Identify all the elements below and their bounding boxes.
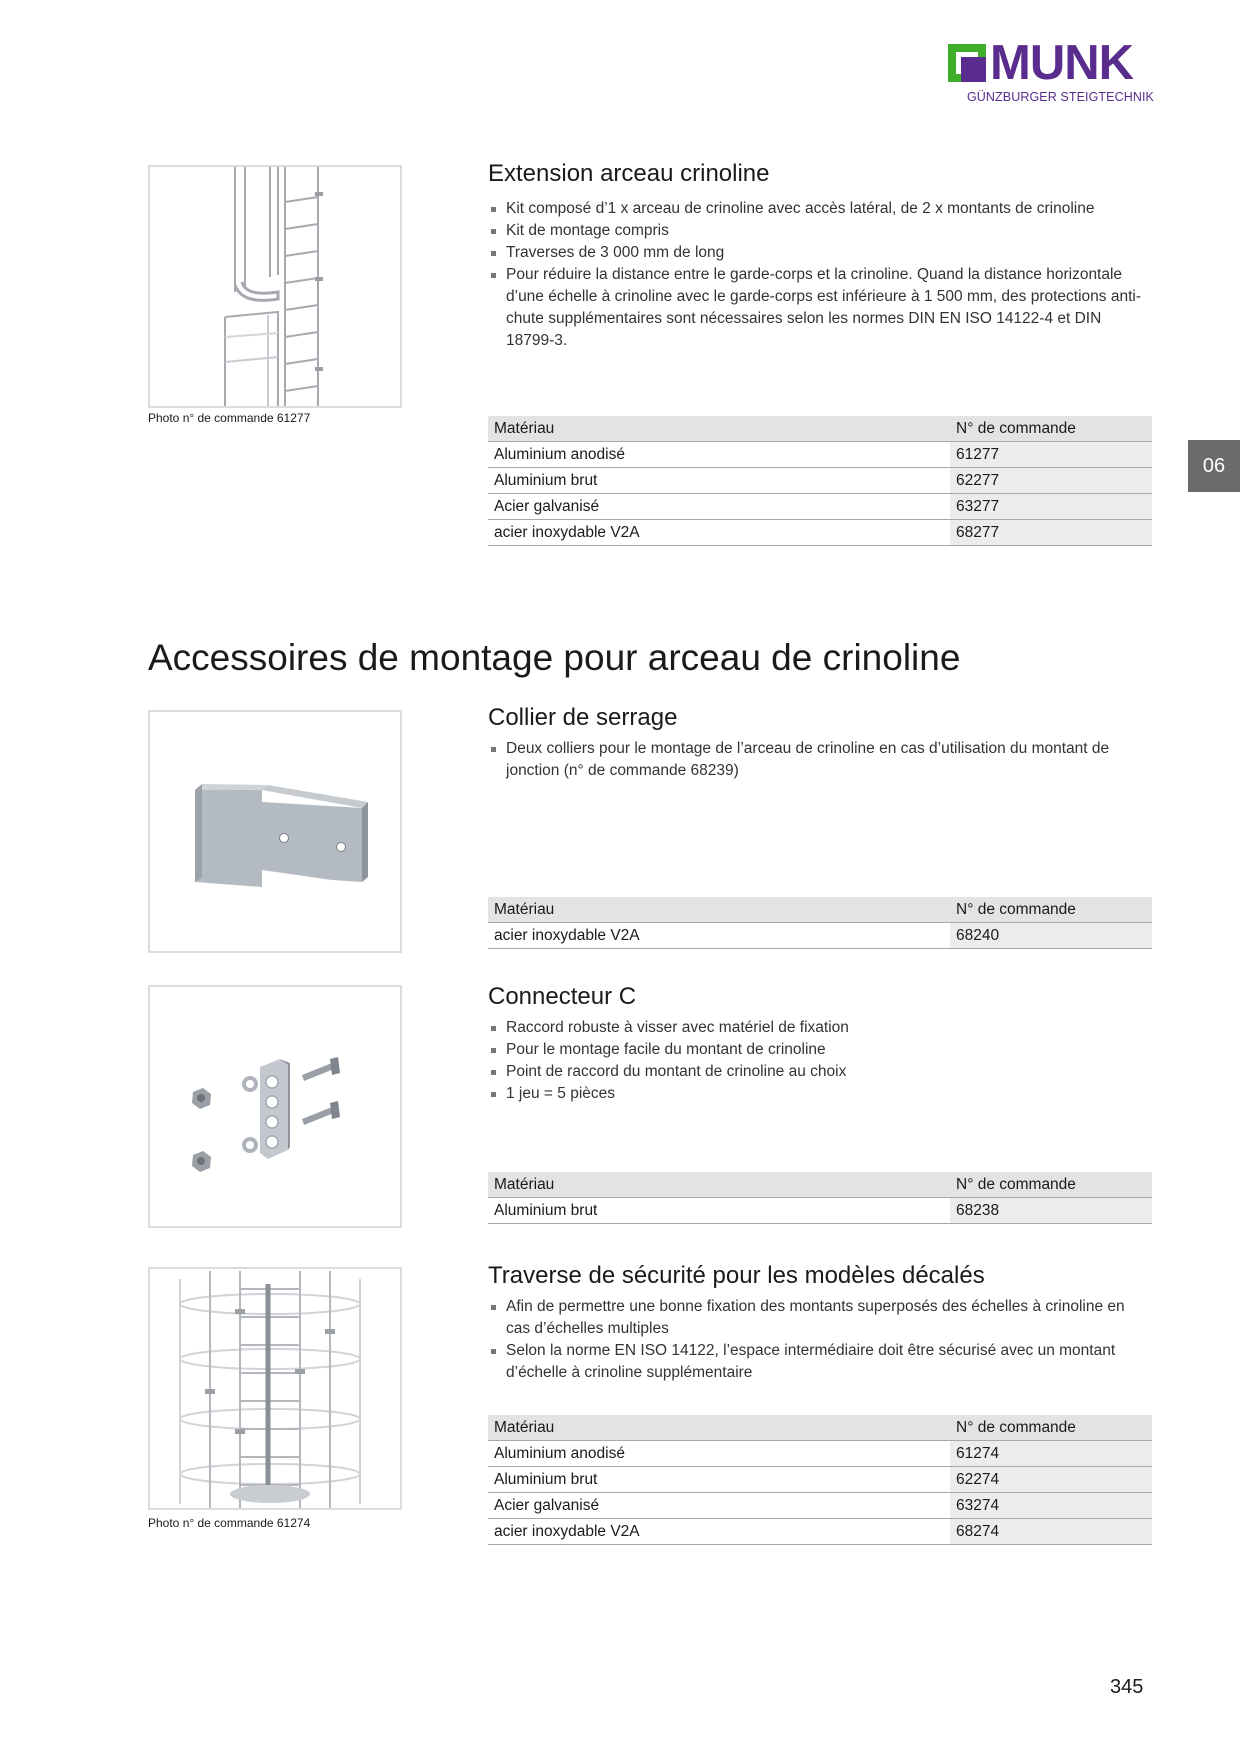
order-number-cell: 62274 — [950, 1467, 1152, 1493]
product-title-collier: Collier de serrage — [488, 704, 678, 731]
order-number-cell: 61277 — [950, 442, 1152, 468]
header-material: Matériau — [488, 1172, 950, 1198]
brand-name: MUNK — [990, 36, 1133, 90]
munk-logo — [948, 36, 1154, 106]
feature-item: Selon la norme EN ISO 14122, l’espace intermédiaire doit être sécurisé avec un montant d’échelle à crinoline supplémentaire — [488, 1340, 1148, 1384]
header-order-number: N° de commande — [950, 897, 1152, 923]
feature-item: Point de raccord du montant de crinoline au choix — [488, 1061, 1148, 1083]
feature-item: Kit composé d’1 x arceau de crinoline avec accès latéral, de 2 x montants de crinoline — [488, 198, 1148, 220]
table-row — [488, 520, 1152, 546]
order-number-cell: 68277 — [950, 520, 1152, 546]
material-cell: acier inoxydable V2A — [488, 1519, 950, 1545]
clamp-collar-illustration — [150, 712, 400, 951]
feature-list-extension — [488, 198, 1148, 352]
connector-c-illustration — [150, 987, 400, 1226]
order-table-traverse — [488, 1415, 1152, 1545]
crinoline-extension-illustration — [150, 167, 400, 406]
product-photo-collier — [148, 710, 402, 953]
table-header-row — [488, 1172, 1152, 1198]
feature-item: Pour réduire la distance entre le garde-corps et la crinoline. Quand la distance horizontale d’une échelle à crinoline avec le garde-corps est inférieure à 1 500 mm, des protections anti-chute supplémentaires sont nécessaires selon les normes DIN EN ISO 14122-4 et DIN 18799-3. — [488, 264, 1148, 352]
feature-list-connecteur — [488, 1017, 1148, 1105]
header-material: Matériau — [488, 416, 950, 442]
feature-list-collier — [488, 738, 1148, 782]
material-cell: Aluminium brut — [488, 1467, 950, 1493]
feature-item: Kit de montage compris — [488, 220, 1148, 242]
munk-logo-mark-icon — [948, 44, 986, 82]
table-row — [488, 1519, 1152, 1545]
material-cell: Acier galvanisé — [488, 494, 950, 520]
table-row — [488, 442, 1152, 468]
material-cell: Aluminium brut — [488, 1198, 950, 1224]
order-table-extension — [488, 416, 1152, 546]
material-cell: Aluminium brut — [488, 468, 950, 494]
product-photo-traverse — [148, 1267, 402, 1510]
table-row — [488, 1198, 1152, 1224]
feature-item: Traverses de 3 000 mm de long — [488, 242, 1148, 264]
feature-list-traverse — [488, 1296, 1148, 1384]
material-cell: Aluminium anodisé — [488, 442, 950, 468]
feature-item: Pour le montage facile du montant de crinoline — [488, 1039, 1148, 1061]
order-number-cell: 68238 — [950, 1198, 1152, 1224]
material-cell: acier inoxydable V2A — [488, 923, 950, 949]
table-row — [488, 1467, 1152, 1493]
material-cell: acier inoxydable V2A — [488, 520, 950, 546]
chapter-tab: 06 — [1188, 440, 1240, 492]
feature-item: Afin de permettre une bonne fixation des montants superposés des échelles à crinoline en cas d’échelles multiples — [488, 1296, 1148, 1340]
material-cell: Acier galvanisé — [488, 1493, 950, 1519]
header-order-number: N° de commande — [950, 416, 1152, 442]
table-header-row — [488, 416, 1152, 442]
order-table-connecteur — [488, 1172, 1152, 1224]
feature-item: Deux colliers pour le montage de l’arceau de crinoline en cas d’utilisation du montant de jonction (n° de commande 68239) — [488, 738, 1148, 782]
header-order-number: N° de commande — [950, 1415, 1152, 1441]
product-title-extension: Extension arceau crinoline — [488, 160, 770, 187]
table-header-row — [488, 897, 1152, 923]
table-row — [488, 1493, 1152, 1519]
brand-tagline: GÜNZBURGER STEIGTECHNIK — [966, 90, 1154, 104]
material-cell: Aluminium anodisé — [488, 1441, 950, 1467]
order-table-collier — [488, 897, 1152, 949]
product-photo-connecteur — [148, 985, 402, 1228]
product-title-traverse: Traverse de sécurité pour les modèles décalés — [488, 1262, 985, 1289]
table-row — [488, 468, 1152, 494]
safety-traverse-illustration — [150, 1269, 400, 1508]
table-header-row — [488, 1415, 1152, 1441]
order-number-cell: 63277 — [950, 494, 1152, 520]
table-row — [488, 494, 1152, 520]
order-number-cell: 61274 — [950, 1441, 1152, 1467]
product-photo-extension — [148, 165, 402, 408]
order-number-cell: 63274 — [950, 1493, 1152, 1519]
order-number-cell: 62277 — [950, 468, 1152, 494]
section-heading: Accessoires de montage pour arceau de crinoline — [148, 637, 961, 678]
header-material: Matériau — [488, 1415, 950, 1441]
header-order-number: N° de commande — [950, 1172, 1152, 1198]
table-row — [488, 923, 1152, 949]
order-number-cell: 68240 — [950, 923, 1152, 949]
table-row — [488, 1441, 1152, 1467]
page-number: 345 — [1110, 1676, 1144, 1698]
product-title-connecteur: Connecteur C — [488, 983, 637, 1010]
photo-caption-traverse: Photo n° de commande 61274 — [148, 1516, 311, 1530]
feature-item: 1 jeu = 5 pièces — [488, 1083, 1148, 1105]
order-number-cell: 68274 — [950, 1519, 1152, 1545]
feature-item: Raccord robuste à visser avec matériel de fixation — [488, 1017, 1148, 1039]
header-material: Matériau — [488, 897, 950, 923]
photo-caption-extension: Photo n° de commande 61277 — [148, 411, 311, 425]
